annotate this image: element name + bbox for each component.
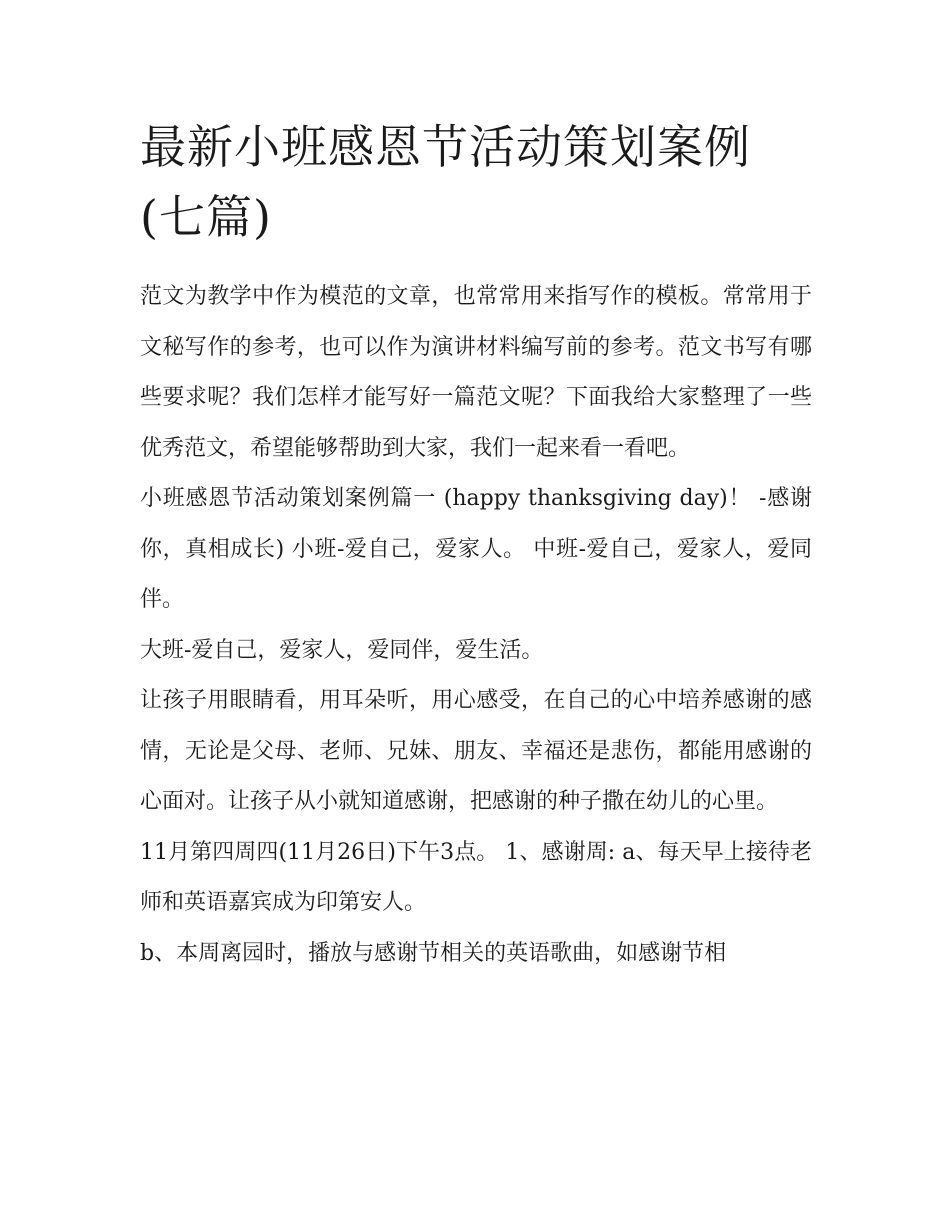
paragraph-goal: 让孩子用眼睛看，用耳朵听，用心感受，在自己的心中培养感谢的感情，无论是父母、老师、兄妹、朋友、幸福还是悲伤，都能用感谢的心面对。让孩子从小就知道感谢，把感谢的种子撒在幼儿的心里。 — [140, 688, 812, 814]
paragraph-intro: 范文为教学中作为模范的文章，也常常用来指写作的模板。常常用于文秘写作的参考，也可以作为演讲材料编写前的参考。范文书写有哪些要求呢？我们怎样才能写好一篇范文呢？下面我给大家整理了一些优秀范文，希望能够帮助到大家，我们一起来看一看吧。 — [140, 284, 812, 461]
paragraph-schedule: 11月第四周四(11月26日)下午3点。 1、感谢周: a、每天早上接待老师和英语嘉宾成为印第安人。 — [140, 839, 812, 915]
document-page — [140, 112, 812, 979]
paragraph-songs: b、本周离园时，播放与感谢节相关的英语歌曲，如感谢节相 — [140, 940, 727, 966]
document-title: 最新小班感恩节活动策划案例(七篇) — [140, 120, 751, 244]
paragraph-big-class: 大班-爱自己，爱家人，爱同伴，爱生活。 — [140, 637, 544, 663]
paragraph-case-one: 小班感恩节活动策划案例篇一 (happy thanksgiving day)！ -感谢你，真相成长) 小班-爱自己，爱家人。 中班-爱自己，爱家人，爱同伴。 — [140, 486, 812, 612]
